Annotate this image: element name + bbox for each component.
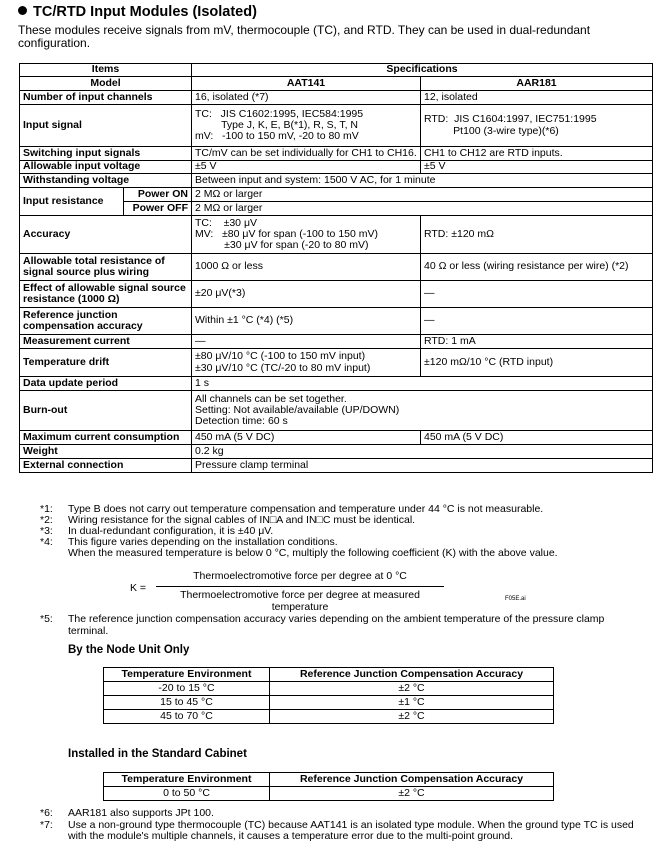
table-row: Reference junction compensation accuracy Within ±1 °C (*4) (*5) — — [20, 308, 653, 335]
cabinet-title: Installed in the Standard Cabinet — [68, 748, 247, 760]
header-items: Items — [20, 64, 192, 77]
footnote: *1: Type B does not carry out temperature compensation and temperature under 44 °C is not measurable. — [40, 503, 544, 515]
table-row: -20 to 15 °C ±2 °C — [104, 682, 554, 696]
section-heading — [18, 4, 257, 20]
k-coefficient-formula — [130, 570, 490, 613]
table-row: Allowable input voltage ±5 V ±5 V — [20, 161, 653, 174]
table-row: Maximum current consumption 450 mA (5 V DC) 450 mA (5 V DC) — [20, 431, 653, 445]
table-row: 45 to 70 °C ±2 °C — [104, 710, 554, 724]
model-aat141: AAT141 — [192, 77, 421, 91]
footnote: *3: In dual-redundant configuration, it is ±40 μV. — [40, 525, 274, 537]
table-row: Switching input signals TC/mV can be set individually for CH1 to CH16. CH1 to CH12 are RTD inputs. — [20, 147, 653, 161]
footnote: *6: AAR181 also supports JPt 100. — [40, 807, 214, 819]
model-aar181: AAR181 — [421, 77, 653, 91]
footnote: *2: Wiring resistance for the signal cables of IN□A and IN□C must be identical. — [40, 514, 416, 526]
table-row: Burn-out All channels can be set together. Setting: Not available/available (UP/DOWN) Detection time: 60 s — [20, 391, 653, 431]
heading-text: TC/RTD Input Modules (Isolated) — [33, 4, 257, 20]
table-row: Temperature drift ±80 μV/10 °C (-100 to 150 mV input) ±30 μV/10 °C (TC/-20 to 80 mV input) ±120 mΩ/10 °C (RTD input) — [20, 349, 653, 377]
table-row: 15 to 45 °C ±1 °C — [104, 696, 554, 710]
footnotes-top — [40, 504, 558, 559]
node-unit-title: By the Node Unit Only — [68, 644, 190, 656]
col-temperature-environment: Temperature Environment — [104, 668, 270, 682]
intro-paragraph: These modules receive signals from mV, thermocouple (TC), and RTD. They can be used in dual-redundant configuration. — [18, 23, 591, 50]
model-label: Model — [20, 77, 192, 91]
footnotes-bottom — [40, 808, 640, 843]
cabinet-table — [103, 772, 554, 801]
table-row: Accuracy TC: ±30 μV MV: ±80 μV for span (-100 to 150 mV) ±30 μV for span (-20 to 80 mV) RTD: ±120 mΩ — [20, 216, 653, 254]
table-row: Input signal TC: JIS C1602:1995, IEC584:1995 Type J, K, E, B(*1), R, S, T, N mV: -100 to 150 mV, -20 to 80 mV RTD: JIS C1604:1997, IEC751:1995 Pt100 (3-wire type)(*6) — [20, 105, 653, 147]
header-specifications: Specifications — [192, 64, 653, 77]
col-rjc-accuracy: Reference Junction Compensation Accuracy — [270, 668, 554, 682]
table-row: Number of input channels 16, isolated (*7) 12, isolated — [20, 91, 653, 105]
table-row: Weight 0.2 kg — [20, 445, 653, 459]
table-row: Withstanding voltage Between input and system: 1500 V AC, for 1 minute — [20, 174, 653, 188]
figure-id: F05E.ai — [505, 596, 526, 602]
table-row: Data update period 1 s — [20, 377, 653, 391]
col-temperature-environment: Temperature Environment — [104, 773, 270, 787]
k-label: K = — [130, 582, 147, 594]
specifications-table — [19, 63, 653, 473]
node-unit-table — [103, 667, 554, 724]
table-row: Measurement current — RTD: 1 mA — [20, 335, 653, 349]
table-row: Input resistance Power ON 2 MΩ or larger — [20, 188, 653, 202]
footnote: *7: Use a non-ground type thermocouple (TC) because AAT141 is an isolated type module. When the ground type TC is used with the module's multiple channels, it causes a temperature error due to the multi-point ground. — [40, 818, 634, 842]
table-row: External connection Pressure clamp terminal — [20, 459, 653, 473]
fraction-bar — [156, 586, 444, 587]
footnote: When the measured temperature is below 0 °C, multiply the following coefficient (K) with the above value. — [68, 547, 558, 559]
col-rjc-accuracy: Reference Junction Compensation Accuracy — [270, 773, 554, 787]
table-row: Allowable total resistance of signal source plus wiring 1000 Ω or less 40 Ω or less (wiring resistance per wire) (*2) — [20, 254, 653, 281]
footnote-5: *5: The reference junction compensation accuracy varies depending on the ambient temperature of the pressure clamp terminal. — [40, 613, 605, 637]
footnote: *4: This figure varies depending on the installation conditions. — [40, 536, 338, 548]
table-row: 0 to 50 °C ±2 °C — [104, 787, 554, 801]
table-row: Power OFF 2 MΩ or larger — [20, 202, 653, 216]
table-row: Effect of allowable signal source resistance (1000 Ω) ±20 μV(*3) — — [20, 281, 653, 308]
formula-denominator: Thermoelectromotive force per degree at measured temperature — [180, 589, 420, 613]
formula-numerator: Thermoelectromotive force per degree at 0 °C — [193, 570, 407, 582]
bullet-icon — [18, 6, 27, 15]
